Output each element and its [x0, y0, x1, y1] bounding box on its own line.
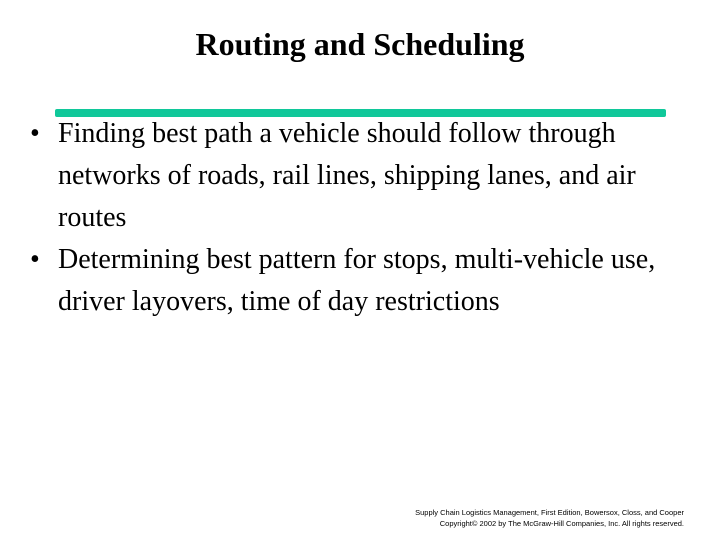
bullet-item-routing	[30, 113, 700, 239]
footer-citation: Supply Chain Logistics Management, First Edition, Bowersox, Closs, and Cooper	[415, 508, 684, 517]
bullet-icon: •	[30, 118, 40, 149]
copyright-footer	[415, 507, 684, 529]
slide-title: Routing and Scheduling	[195, 26, 525, 62]
bullet-text: Finding best path a vehicle should follow through networks of roads, rail lines, shipping lanes, and air routes	[58, 118, 636, 233]
bullet-icon: •	[30, 244, 40, 275]
bullet-list	[30, 113, 700, 323]
bullet-item-scheduling	[30, 239, 700, 323]
footer-copyright: Copyright© 2002 by The McGraw-Hill Companies, Inc. All rights reserved.	[439, 519, 684, 528]
bullet-text: Determining best pattern for stops, multi-vehicle use, driver layovers, time of day restrictions	[58, 244, 656, 317]
